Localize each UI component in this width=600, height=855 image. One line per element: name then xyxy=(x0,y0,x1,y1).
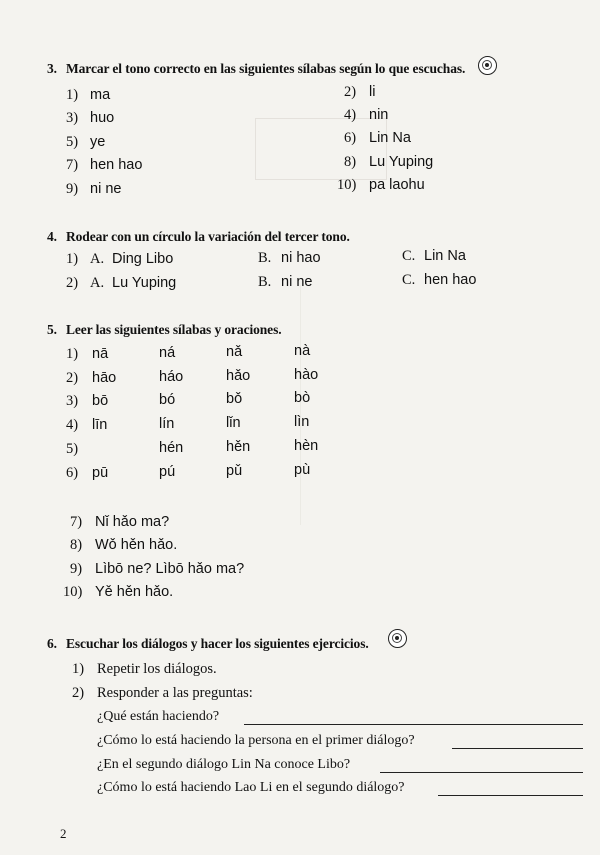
audio-cd-icon xyxy=(478,56,497,75)
s3-item-num: 7) xyxy=(66,157,79,173)
s3-item-text: hen hao xyxy=(90,157,143,173)
s5-sentence-num: 7) xyxy=(70,514,83,530)
s5-syllable: nā xyxy=(92,346,109,362)
s5-syllable: pū xyxy=(92,465,109,481)
s6-step-text: Repetir los diálogos. xyxy=(97,661,217,677)
s4-option-c-label: C. xyxy=(402,272,416,288)
s4-option-b: ni ne xyxy=(281,274,313,290)
s5-syllable: bǒ xyxy=(226,391,243,407)
s5-row-num: 1) xyxy=(66,346,79,362)
s3-item-num: 3) xyxy=(66,110,79,126)
section-4-number: 4. xyxy=(47,229,57,244)
bleed-through-shading xyxy=(255,118,387,180)
s5-sentence: Wǒ hěn hǎo. xyxy=(95,537,178,553)
s5-sentence: Nǐ hǎo ma? xyxy=(95,514,170,530)
s3-item-num: 10) xyxy=(337,177,357,193)
answer-line[interactable] xyxy=(452,748,583,749)
s5-syllable: hěn xyxy=(226,439,251,455)
s5-row-num: 2) xyxy=(66,370,79,386)
s5-syllable: hén xyxy=(159,440,184,456)
s3-item-text: nin xyxy=(369,107,389,123)
section-6-number: 6. xyxy=(47,636,57,651)
s5-sentence: Lìbō ne? Lìbō hǎo ma? xyxy=(95,561,245,577)
s5-syllable: bò xyxy=(294,390,311,406)
s3-item-num: 4) xyxy=(344,107,357,123)
s5-row-num: 5) xyxy=(66,441,79,457)
s4-option-c-label: C. xyxy=(402,248,416,264)
s5-syllable: pù xyxy=(294,462,311,478)
s5-syllable: hāo xyxy=(92,370,117,386)
bleed-through-marks xyxy=(300,285,561,525)
s6-step-num: 2) xyxy=(72,685,85,701)
s5-row-num: 6) xyxy=(66,465,79,481)
s4-row-num: 2) xyxy=(66,275,79,291)
s3-item-text: ma xyxy=(90,87,111,103)
s3-item-text: Lin Na xyxy=(369,130,411,146)
answer-line[interactable] xyxy=(438,795,583,796)
s5-sentence-num: 9) xyxy=(70,561,83,577)
s4-option-a-label: A. xyxy=(90,275,105,291)
s4-option-b: ni hao xyxy=(281,250,321,266)
answer-line[interactable] xyxy=(244,724,583,725)
s5-sentence-num: 8) xyxy=(70,537,83,553)
s5-syllable: bō xyxy=(92,393,109,409)
page-number: 2 xyxy=(60,826,67,841)
s3-item-num: 2) xyxy=(344,84,357,100)
s3-item-text: li xyxy=(369,84,376,100)
section-3-number: 3. xyxy=(47,61,57,76)
s3-item-text: huo xyxy=(90,110,115,126)
s6-question: ¿En el segundo diálogo Lin Na conoce Libo? xyxy=(97,757,351,772)
section-4-title: Rodear con un círculo la variación del tercer tono. xyxy=(66,229,350,244)
s5-syllable: hǎo xyxy=(226,368,251,384)
s3-item-text: Lu Yuping xyxy=(369,154,434,170)
s5-syllable: lǐn xyxy=(226,415,241,431)
section-3-title: Marcar el tono correcto en las siguientes sílabas según lo que escuchas. xyxy=(66,61,466,76)
s4-option-c: hen hao xyxy=(424,272,477,288)
s3-item-num: 9) xyxy=(66,181,79,197)
s5-syllable: nǎ xyxy=(226,344,243,360)
s5-syllable: pú xyxy=(159,464,176,480)
s5-syllable: līn xyxy=(92,417,108,433)
s6-step-num: 1) xyxy=(72,661,85,677)
s5-sentence: Yě hěn hǎo. xyxy=(95,584,174,600)
s5-syllable: hào xyxy=(294,367,319,383)
s4-row-num: 1) xyxy=(66,251,79,267)
s6-question: ¿Qué están haciendo? xyxy=(97,709,220,724)
s3-item-num: 5) xyxy=(66,134,79,150)
s5-row-num: 3) xyxy=(66,393,79,409)
s4-option-a: Ding Libo xyxy=(112,251,174,267)
s4-option-a-label: A. xyxy=(90,251,105,267)
s4-option-a: Lu Yuping xyxy=(112,275,177,291)
s5-syllable: hèn xyxy=(294,438,319,454)
s4-option-c: Lin Na xyxy=(424,248,466,264)
answer-line[interactable] xyxy=(380,772,583,773)
s4-option-b-label: B. xyxy=(258,274,272,290)
s4-option-b-label: B. xyxy=(258,250,272,266)
s5-syllable: lìn xyxy=(294,414,310,430)
audio-cd-icon xyxy=(388,629,407,648)
s3-item-num: 1) xyxy=(66,87,79,103)
s5-syllable: lín xyxy=(159,416,175,432)
s6-question: ¿Cómo lo está haciendo la persona en el primer diálogo? xyxy=(97,733,415,748)
section-5-title: Leer las siguientes sílabas y oraciones. xyxy=(66,322,282,337)
s3-item-num: 6) xyxy=(344,130,357,146)
s5-row-num: 4) xyxy=(66,417,79,433)
s3-item-text: ni ne xyxy=(90,181,122,197)
s5-syllable: bó xyxy=(159,392,176,408)
s6-question: ¿Cómo lo está haciendo Lao Li en el segundo diálogo? xyxy=(97,780,405,795)
s6-step-text: Responder a las preguntas: xyxy=(97,685,253,701)
section-6-title: Escuchar los diálogos y hacer los siguientes ejercicios. xyxy=(66,636,369,651)
section-5-number: 5. xyxy=(47,322,57,337)
s5-sentence-num: 10) xyxy=(63,584,83,600)
s5-syllable: pǔ xyxy=(226,463,243,479)
s3-item-num: 8) xyxy=(344,154,357,170)
s5-syllable: háo xyxy=(159,369,184,385)
s3-item-text: pa laohu xyxy=(369,177,425,193)
s5-syllable: ná xyxy=(159,345,176,361)
s3-item-text: ye xyxy=(90,134,106,150)
s5-syllable: nà xyxy=(294,343,311,359)
